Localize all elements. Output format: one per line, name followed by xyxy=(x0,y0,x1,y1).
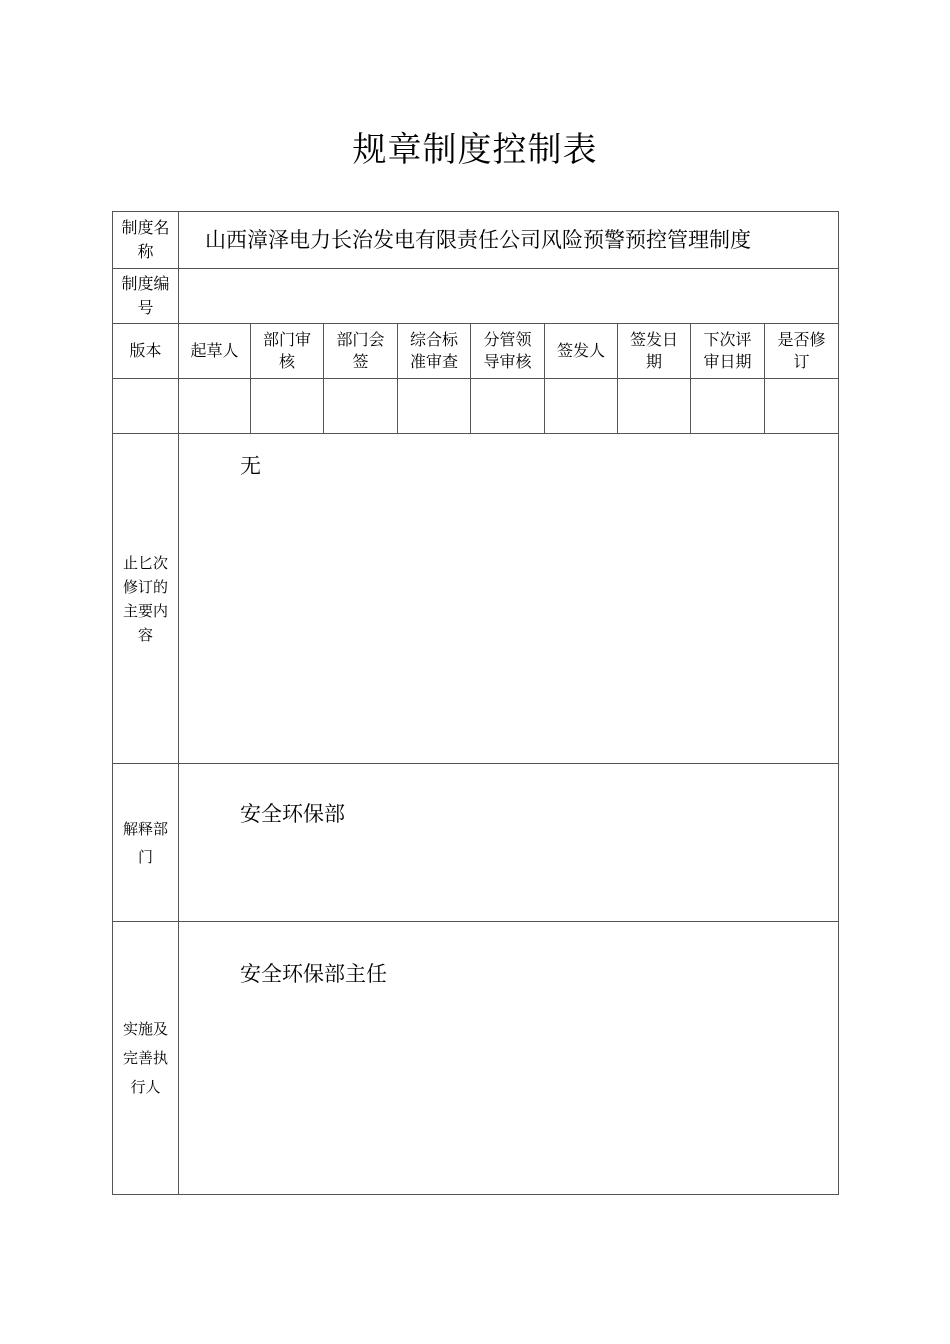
header-cell-standard-review: 综合标准审查 xyxy=(398,324,471,379)
header-cell-dept-countersign: 部门会签 xyxy=(324,324,398,379)
name-value: 山西漳泽电力长治发电有限责任公司风险预警预控管理制度 xyxy=(179,212,839,269)
row-blank xyxy=(113,379,839,434)
row-header xyxy=(113,324,839,379)
header-cell-revised: 是否修订 xyxy=(765,324,839,379)
blank-cell xyxy=(398,379,471,434)
blank-cell xyxy=(324,379,398,434)
blank-cell xyxy=(545,379,618,434)
page-title: 规章制度控制表 xyxy=(352,130,598,170)
revision-label: 止匕次修订的主要内容 xyxy=(113,434,179,764)
blank-cell xyxy=(113,379,179,434)
row-name xyxy=(113,212,839,269)
header-cell-version: 版本 xyxy=(113,324,179,379)
blank-cell xyxy=(471,379,545,434)
header-cell-leader-review: 分管领导审核 xyxy=(471,324,545,379)
header-cell-drafter: 起草人 xyxy=(179,324,251,379)
executor-value: 安全环保部主任 xyxy=(179,922,839,1195)
number-value xyxy=(179,269,839,324)
revision-value: 无 xyxy=(179,434,839,764)
header-cell-dept-review: 部门审核 xyxy=(251,324,324,379)
row-number xyxy=(113,269,839,324)
control-table xyxy=(112,211,839,1195)
interpret-label: 解释部门 xyxy=(113,764,179,922)
row-interpret xyxy=(113,764,839,922)
number-label: 制度编号 xyxy=(113,269,179,324)
blank-cell xyxy=(765,379,839,434)
interpret-value: 安全环保部 xyxy=(179,764,839,922)
row-revision xyxy=(113,434,839,764)
row-executor xyxy=(113,922,839,1195)
blank-cell xyxy=(618,379,691,434)
blank-cell xyxy=(179,379,251,434)
blank-cell xyxy=(691,379,765,434)
header-cell-issuer: 签发人 xyxy=(545,324,618,379)
header-cell-issue-date: 签发日期 xyxy=(618,324,691,379)
executor-label: 实施及完善执行人 xyxy=(113,922,179,1195)
blank-cell xyxy=(251,379,324,434)
header-cell-next-review-date: 下次评审日期 xyxy=(691,324,765,379)
name-label: 制度名称 xyxy=(113,212,179,269)
